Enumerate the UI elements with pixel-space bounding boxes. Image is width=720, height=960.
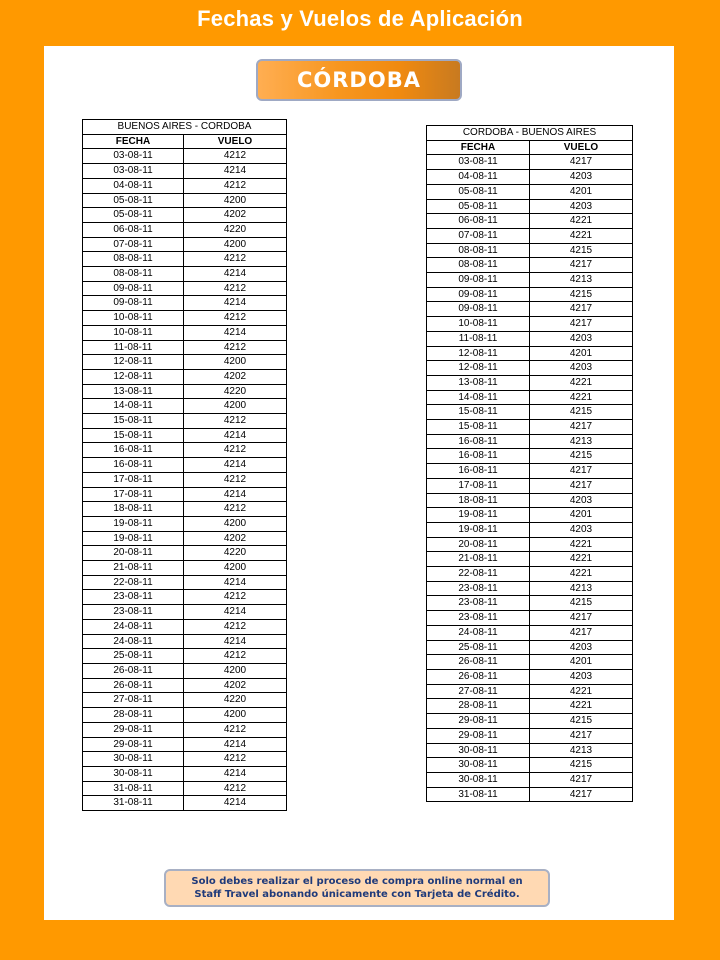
- fecha-cell: 21-08-11: [427, 552, 530, 567]
- table-row: [83, 531, 287, 546]
- fecha-cell: 23-08-11: [83, 590, 184, 605]
- table-row: [427, 670, 633, 685]
- fecha-cell: 05-08-11: [427, 184, 530, 199]
- vuelo-cell: 4221: [530, 375, 633, 390]
- fecha-cell: 09-08-11: [427, 302, 530, 317]
- fecha-cell: 22-08-11: [83, 575, 184, 590]
- vuelo-cell: 4200: [184, 399, 287, 414]
- table-row: [427, 331, 633, 346]
- table-row: [427, 581, 633, 596]
- vuelo-cell: 4212: [184, 252, 287, 267]
- fecha-cell: 27-08-11: [427, 684, 530, 699]
- fecha-cell: 20-08-11: [83, 546, 184, 561]
- table-row: [83, 369, 287, 384]
- vuelo-cell: 4203: [530, 522, 633, 537]
- fecha-cell: 25-08-11: [83, 649, 184, 664]
- table-row: [83, 325, 287, 340]
- fecha-cell: 31-08-11: [83, 781, 184, 796]
- vuelo-cell: 4203: [530, 170, 633, 185]
- table-row: [83, 443, 287, 458]
- fecha-cell: 12-08-11: [83, 369, 184, 384]
- vuelo-cell: 4200: [184, 193, 287, 208]
- table-row: [83, 340, 287, 355]
- fecha-cell: 30-08-11: [427, 772, 530, 787]
- fecha-cell: 17-08-11: [83, 487, 184, 502]
- column-header-fecha: FECHA: [83, 134, 184, 149]
- fecha-cell: 09-08-11: [427, 287, 530, 302]
- table-row: [427, 464, 633, 479]
- fecha-cell: 19-08-11: [83, 516, 184, 531]
- fecha-cell: 20-08-11: [427, 537, 530, 552]
- return-flights-table: [426, 125, 633, 802]
- column-header-vuelo: VUELO: [184, 134, 287, 149]
- fecha-cell: 09-08-11: [83, 281, 184, 296]
- fecha-cell: 24-08-11: [83, 619, 184, 634]
- vuelo-cell: 4202: [184, 208, 287, 223]
- table-row: [83, 222, 287, 237]
- fecha-cell: 08-08-11: [83, 252, 184, 267]
- vuelo-cell: 4214: [184, 766, 287, 781]
- vuelo-cell: 4201: [530, 655, 633, 670]
- vuelo-cell: 4214: [184, 487, 287, 502]
- table-row: [83, 619, 287, 634]
- vuelo-cell: 4214: [184, 737, 287, 752]
- table-row: [427, 184, 633, 199]
- fecha-cell: 14-08-11: [83, 399, 184, 414]
- table-row: [83, 296, 287, 311]
- fecha-cell: 18-08-11: [427, 493, 530, 508]
- vuelo-cell: 4214: [184, 605, 287, 620]
- fecha-cell: 16-08-11: [427, 449, 530, 464]
- outbound-table-caption: BUENOS AIRES - CORDOBA: [82, 119, 287, 134]
- table-row: [427, 758, 633, 773]
- table-row: [427, 522, 633, 537]
- table-row: [83, 252, 287, 267]
- fecha-cell: 09-08-11: [83, 296, 184, 311]
- fecha-cell: 29-08-11: [427, 728, 530, 743]
- fecha-cell: 10-08-11: [83, 325, 184, 340]
- vuelo-cell: 4215: [530, 714, 633, 729]
- fecha-cell: 25-08-11: [427, 640, 530, 655]
- vuelo-cell: 4212: [184, 781, 287, 796]
- vuelo-cell: 4200: [184, 516, 287, 531]
- vuelo-cell: 4212: [184, 281, 287, 296]
- vuelo-cell: 4215: [530, 405, 633, 420]
- fecha-cell: 23-08-11: [427, 581, 530, 596]
- fecha-cell: 13-08-11: [83, 384, 184, 399]
- vuelo-cell: 4220: [184, 693, 287, 708]
- fecha-cell: 03-08-11: [83, 164, 184, 179]
- vuelo-cell: 4217: [530, 420, 633, 435]
- vuelo-cell: 4221: [530, 214, 633, 229]
- table-row: [427, 493, 633, 508]
- fecha-cell: 19-08-11: [83, 531, 184, 546]
- vuelo-cell: 4214: [184, 267, 287, 282]
- table-row: [427, 287, 633, 302]
- fecha-cell: 04-08-11: [83, 178, 184, 193]
- fecha-cell: 15-08-11: [83, 428, 184, 443]
- outbound-table-body: [83, 149, 287, 811]
- table-row: [427, 199, 633, 214]
- vuelo-cell: 4202: [184, 678, 287, 693]
- fecha-cell: 29-08-11: [83, 722, 184, 737]
- vuelo-cell: 4217: [530, 772, 633, 787]
- fecha-cell: 18-08-11: [83, 502, 184, 517]
- fecha-cell: 21-08-11: [83, 561, 184, 576]
- table-row: [427, 537, 633, 552]
- fecha-cell: 11-08-11: [83, 340, 184, 355]
- fecha-cell: 16-08-11: [427, 464, 530, 479]
- table-row: [427, 155, 633, 170]
- vuelo-cell: 4215: [530, 287, 633, 302]
- vuelo-cell: 4214: [184, 325, 287, 340]
- vuelo-cell: 4214: [184, 575, 287, 590]
- table-row: [427, 655, 633, 670]
- table-row: [83, 678, 287, 693]
- fecha-cell: 30-08-11: [427, 758, 530, 773]
- table-row: [83, 281, 287, 296]
- vuelo-cell: 4200: [184, 355, 287, 370]
- fecha-cell: 07-08-11: [427, 228, 530, 243]
- fecha-cell: 17-08-11: [427, 478, 530, 493]
- table-row: [83, 384, 287, 399]
- vuelo-cell: 4215: [530, 596, 633, 611]
- fecha-cell: 16-08-11: [83, 458, 184, 473]
- fecha-cell: 07-08-11: [83, 237, 184, 252]
- vuelo-cell: 4202: [184, 369, 287, 384]
- fecha-cell: 09-08-11: [427, 273, 530, 288]
- vuelo-cell: 4203: [530, 199, 633, 214]
- fecha-cell: 23-08-11: [427, 596, 530, 611]
- fecha-cell: 08-08-11: [427, 258, 530, 273]
- vuelo-cell: 4203: [530, 331, 633, 346]
- vuelo-cell: 4221: [530, 684, 633, 699]
- return-table-body: [427, 155, 633, 802]
- vuelo-cell: 4213: [530, 273, 633, 288]
- table-row: [83, 634, 287, 649]
- fecha-cell: 26-08-11: [83, 664, 184, 679]
- table-header-row: [427, 140, 633, 155]
- table-row: [83, 722, 287, 737]
- fecha-cell: 15-08-11: [83, 414, 184, 429]
- table-row: [83, 458, 287, 473]
- fecha-cell: 27-08-11: [83, 693, 184, 708]
- vuelo-cell: 4212: [184, 178, 287, 193]
- fecha-cell: 13-08-11: [427, 375, 530, 390]
- table-header-row: [83, 134, 287, 149]
- table-row: [83, 693, 287, 708]
- fecha-cell: 23-08-11: [427, 611, 530, 626]
- table-row: [83, 208, 287, 223]
- fecha-cell: 05-08-11: [83, 193, 184, 208]
- fecha-cell: 29-08-11: [427, 714, 530, 729]
- fecha-cell: 24-08-11: [83, 634, 184, 649]
- city-badge: CÓRDOBA: [256, 59, 462, 101]
- vuelo-cell: 4217: [530, 625, 633, 640]
- vuelo-cell: 4200: [184, 561, 287, 576]
- vuelo-cell: 4212: [184, 590, 287, 605]
- vuelo-cell: 4212: [184, 149, 287, 164]
- fecha-cell: 30-08-11: [427, 743, 530, 758]
- vuelo-cell: 4221: [530, 699, 633, 714]
- vuelo-cell: 4221: [530, 390, 633, 405]
- vuelo-cell: 4214: [184, 796, 287, 811]
- fecha-cell: 06-08-11: [83, 222, 184, 237]
- vuelo-cell: 4217: [530, 728, 633, 743]
- table-row: [427, 170, 633, 185]
- table-row: [427, 390, 633, 405]
- fecha-cell: 28-08-11: [427, 699, 530, 714]
- table-row: [427, 640, 633, 655]
- vuelo-cell: 4212: [184, 414, 287, 429]
- table-row: [427, 243, 633, 258]
- table-row: [427, 787, 633, 802]
- vuelo-cell: 4217: [530, 258, 633, 273]
- fecha-cell: 12-08-11: [427, 361, 530, 376]
- vuelo-cell: 4200: [184, 708, 287, 723]
- fecha-cell: 08-08-11: [427, 243, 530, 258]
- vuelo-cell: 4217: [530, 317, 633, 332]
- table-row: [427, 699, 633, 714]
- vuelo-cell: 4203: [530, 361, 633, 376]
- table-row: [83, 516, 287, 531]
- payment-note-line-1: Solo debes realizar el proceso de compra online normal en: [191, 876, 523, 887]
- vuelo-cell: 4213: [530, 434, 633, 449]
- table-row: [83, 708, 287, 723]
- vuelo-cell: 4214: [184, 164, 287, 179]
- fecha-cell: 05-08-11: [427, 199, 530, 214]
- table-row: [83, 237, 287, 252]
- table-row: [83, 664, 287, 679]
- table-row: [427, 714, 633, 729]
- table-row: [427, 508, 633, 523]
- vuelo-cell: 4217: [530, 464, 633, 479]
- table-row: [427, 434, 633, 449]
- vuelo-cell: 4217: [530, 478, 633, 493]
- column-header-vuelo: VUELO: [530, 140, 633, 155]
- fecha-cell: 26-08-11: [427, 655, 530, 670]
- fecha-cell: 15-08-11: [427, 405, 530, 420]
- vuelo-cell: 4217: [530, 302, 633, 317]
- table-row: [83, 502, 287, 517]
- fecha-cell: 16-08-11: [83, 443, 184, 458]
- table-row: [427, 596, 633, 611]
- table-row: [427, 228, 633, 243]
- content-panel: [44, 46, 674, 920]
- table-row: [427, 552, 633, 567]
- vuelo-cell: 4212: [184, 752, 287, 767]
- vuelo-cell: 4200: [184, 237, 287, 252]
- payment-note: [164, 869, 550, 907]
- fecha-cell: 10-08-11: [83, 311, 184, 326]
- table-row: [83, 399, 287, 414]
- table-row: [427, 258, 633, 273]
- vuelo-cell: 4213: [530, 743, 633, 758]
- fecha-cell: 03-08-11: [83, 149, 184, 164]
- vuelo-cell: 4212: [184, 340, 287, 355]
- vuelo-cell: 4214: [184, 458, 287, 473]
- page-title: Fechas y Vuelos de Aplicación: [197, 6, 523, 31]
- table-row: [83, 487, 287, 502]
- table-row: [427, 317, 633, 332]
- table-row: [427, 302, 633, 317]
- table-row: [83, 149, 287, 164]
- fecha-cell: 30-08-11: [83, 766, 184, 781]
- fecha-cell: 17-08-11: [83, 472, 184, 487]
- vuelo-cell: 4215: [530, 449, 633, 464]
- fecha-cell: 08-08-11: [83, 267, 184, 282]
- vuelo-cell: 4202: [184, 531, 287, 546]
- vuelo-cell: 4217: [530, 155, 633, 170]
- table-row: [427, 361, 633, 376]
- vuelo-cell: 4213: [530, 581, 633, 596]
- payment-note-line-2: Staff Travel abonando únicamente con Tarjeta de Crédito.: [194, 889, 520, 900]
- table-row: [427, 420, 633, 435]
- table-row: [427, 273, 633, 288]
- table-row: [83, 752, 287, 767]
- fecha-cell: 31-08-11: [427, 787, 530, 802]
- table-row: [83, 781, 287, 796]
- table-row: [83, 164, 287, 179]
- fecha-cell: 26-08-11: [427, 670, 530, 685]
- column-header-fecha: FECHA: [427, 140, 530, 155]
- table-row: [427, 405, 633, 420]
- fecha-cell: 30-08-11: [83, 752, 184, 767]
- vuelo-cell: 4220: [184, 222, 287, 237]
- table-row: [427, 743, 633, 758]
- table-row: [83, 355, 287, 370]
- vuelo-cell: 4214: [184, 634, 287, 649]
- return-table-caption: CORDOBA - BUENOS AIRES: [426, 125, 633, 140]
- table-row: [83, 311, 287, 326]
- table-row: [427, 611, 633, 626]
- table-row: [427, 375, 633, 390]
- fecha-cell: 05-08-11: [83, 208, 184, 223]
- table-row: [83, 575, 287, 590]
- table-row: [83, 267, 287, 282]
- table-row: [83, 561, 287, 576]
- table-row: [427, 346, 633, 361]
- vuelo-cell: 4221: [530, 228, 633, 243]
- vuelo-cell: 4212: [184, 311, 287, 326]
- table-row: [83, 178, 287, 193]
- fecha-cell: 14-08-11: [427, 390, 530, 405]
- table-row: [83, 796, 287, 811]
- vuelo-cell: 4201: [530, 346, 633, 361]
- table-row: [427, 684, 633, 699]
- fecha-cell: 11-08-11: [427, 331, 530, 346]
- table-row: [83, 193, 287, 208]
- table-row: [83, 766, 287, 781]
- table-row: [83, 649, 287, 664]
- fecha-cell: 19-08-11: [427, 508, 530, 523]
- vuelo-cell: 4214: [184, 428, 287, 443]
- vuelo-cell: 4203: [530, 493, 633, 508]
- vuelo-cell: 4220: [184, 384, 287, 399]
- vuelo-cell: 4201: [530, 508, 633, 523]
- vuelo-cell: 4220: [184, 546, 287, 561]
- fecha-cell: 12-08-11: [427, 346, 530, 361]
- vuelo-cell: 4212: [184, 502, 287, 517]
- vuelo-cell: 4221: [530, 567, 633, 582]
- vuelo-cell: 4212: [184, 649, 287, 664]
- table-row: [83, 472, 287, 487]
- fecha-cell: 16-08-11: [427, 434, 530, 449]
- vuelo-cell: 4200: [184, 664, 287, 679]
- table-row: [427, 478, 633, 493]
- table-row: [83, 737, 287, 752]
- table-row: [83, 428, 287, 443]
- table-row: [83, 590, 287, 605]
- table-row: [83, 546, 287, 561]
- vuelo-cell: 4201: [530, 184, 633, 199]
- vuelo-cell: 4212: [184, 722, 287, 737]
- fecha-cell: 19-08-11: [427, 522, 530, 537]
- fecha-cell: 22-08-11: [427, 567, 530, 582]
- fecha-cell: 31-08-11: [83, 796, 184, 811]
- table-row: [427, 625, 633, 640]
- vuelo-cell: 4212: [184, 472, 287, 487]
- outbound-flights-table: [82, 119, 287, 811]
- table-row: [427, 772, 633, 787]
- fecha-cell: 23-08-11: [83, 605, 184, 620]
- vuelo-cell: 4214: [184, 296, 287, 311]
- fecha-cell: 24-08-11: [427, 625, 530, 640]
- fecha-cell: 28-08-11: [83, 708, 184, 723]
- fecha-cell: 03-08-11: [427, 155, 530, 170]
- table-row: [427, 728, 633, 743]
- fecha-cell: 26-08-11: [83, 678, 184, 693]
- fecha-cell: 12-08-11: [83, 355, 184, 370]
- fecha-cell: 04-08-11: [427, 170, 530, 185]
- table-row: [427, 567, 633, 582]
- fecha-cell: 10-08-11: [427, 317, 530, 332]
- vuelo-cell: 4217: [530, 787, 633, 802]
- vuelo-cell: 4215: [530, 243, 633, 258]
- table-row: [83, 605, 287, 620]
- vuelo-cell: 4203: [530, 670, 633, 685]
- table-row: [427, 214, 633, 229]
- table-row: [427, 449, 633, 464]
- vuelo-cell: 4212: [184, 619, 287, 634]
- vuelo-cell: 4221: [530, 552, 633, 567]
- vuelo-cell: 4217: [530, 611, 633, 626]
- vuelo-cell: 4221: [530, 537, 633, 552]
- vuelo-cell: 4215: [530, 758, 633, 773]
- fecha-cell: 29-08-11: [83, 737, 184, 752]
- vuelo-cell: 4212: [184, 443, 287, 458]
- table-row: [83, 414, 287, 429]
- fecha-cell: 15-08-11: [427, 420, 530, 435]
- vuelo-cell: 4203: [530, 640, 633, 655]
- fecha-cell: 06-08-11: [427, 214, 530, 229]
